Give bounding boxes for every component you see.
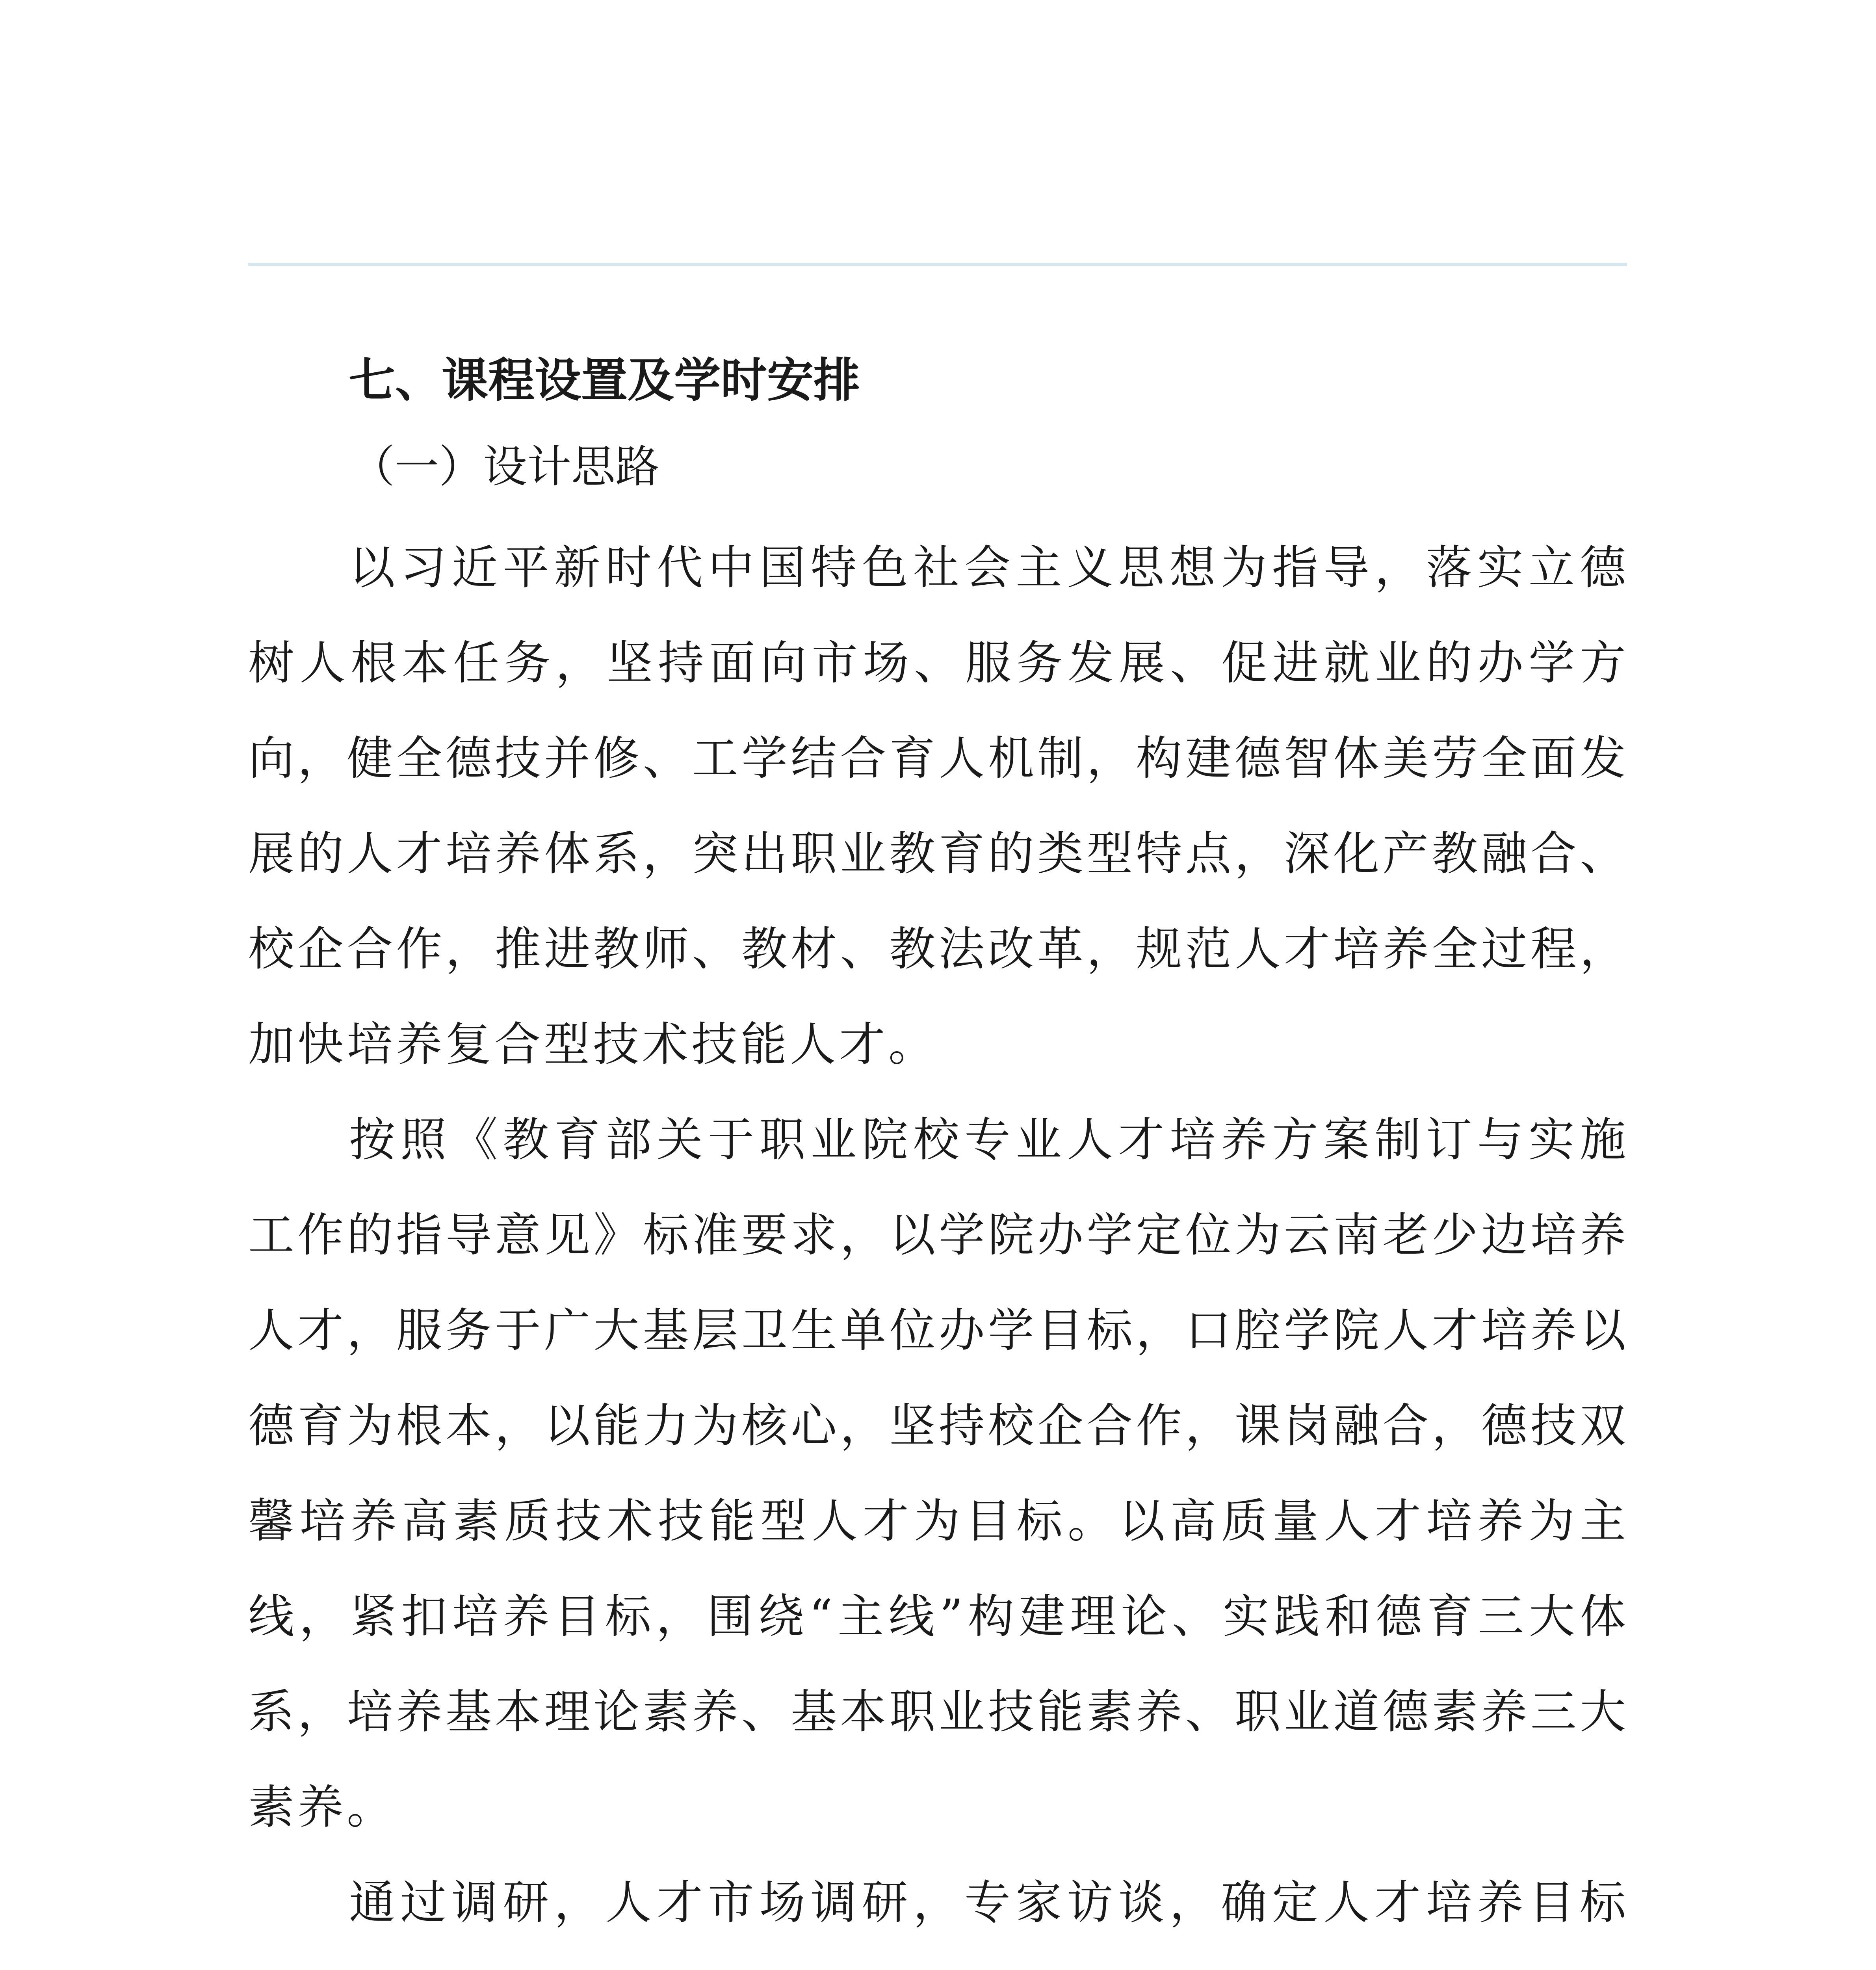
body-text xyxy=(248,520,1629,1970)
paragraph-training-goals: 按照《教育部关于职业院校专业人才培养方案制订与实施工作的指导意见》标准要求，以学院办学定位为云南老少边培养人才，服务于广大基层卫生单位办学目标，口腔学院人才培养以德育为根本，以能力为核心，坚持校企合作，课岗融合，德技双馨培养高素质技术技能型人才为目标。以高质量人才培养为主线，紧扣培养目标，围绕“主线”构建理论、实践和德育三大体系，培养基本理论素养、基本职业技能素养、职业道德素养三大素养。 xyxy=(248,1113,1629,1834)
paragraph-course-modules: 通过调研，人才市场调研，专家访谈，确定人才培养目标 xyxy=(349,1875,1629,1929)
paragraph-guiding-ideology: 以习近平新时代中国特色社会主义思想为指导，落实立德树人根本任务，坚持面向市场、服务发展、促进就业的办学方向，健全德技并修、工学结合育人机制，构建德智体美劳全面发展的人才培养体系，突出职业教育的类型特点，深化产教融合、校企合作，推进教师、教材、教法改革，规范人才培养全过程，加快培养复合型技术技能人才。 xyxy=(248,541,1629,1071)
section-title: 七、课程设置及学时安排 xyxy=(349,353,860,407)
subsection-title: （一）设计思路 xyxy=(351,441,659,492)
header-divider xyxy=(248,263,1627,266)
